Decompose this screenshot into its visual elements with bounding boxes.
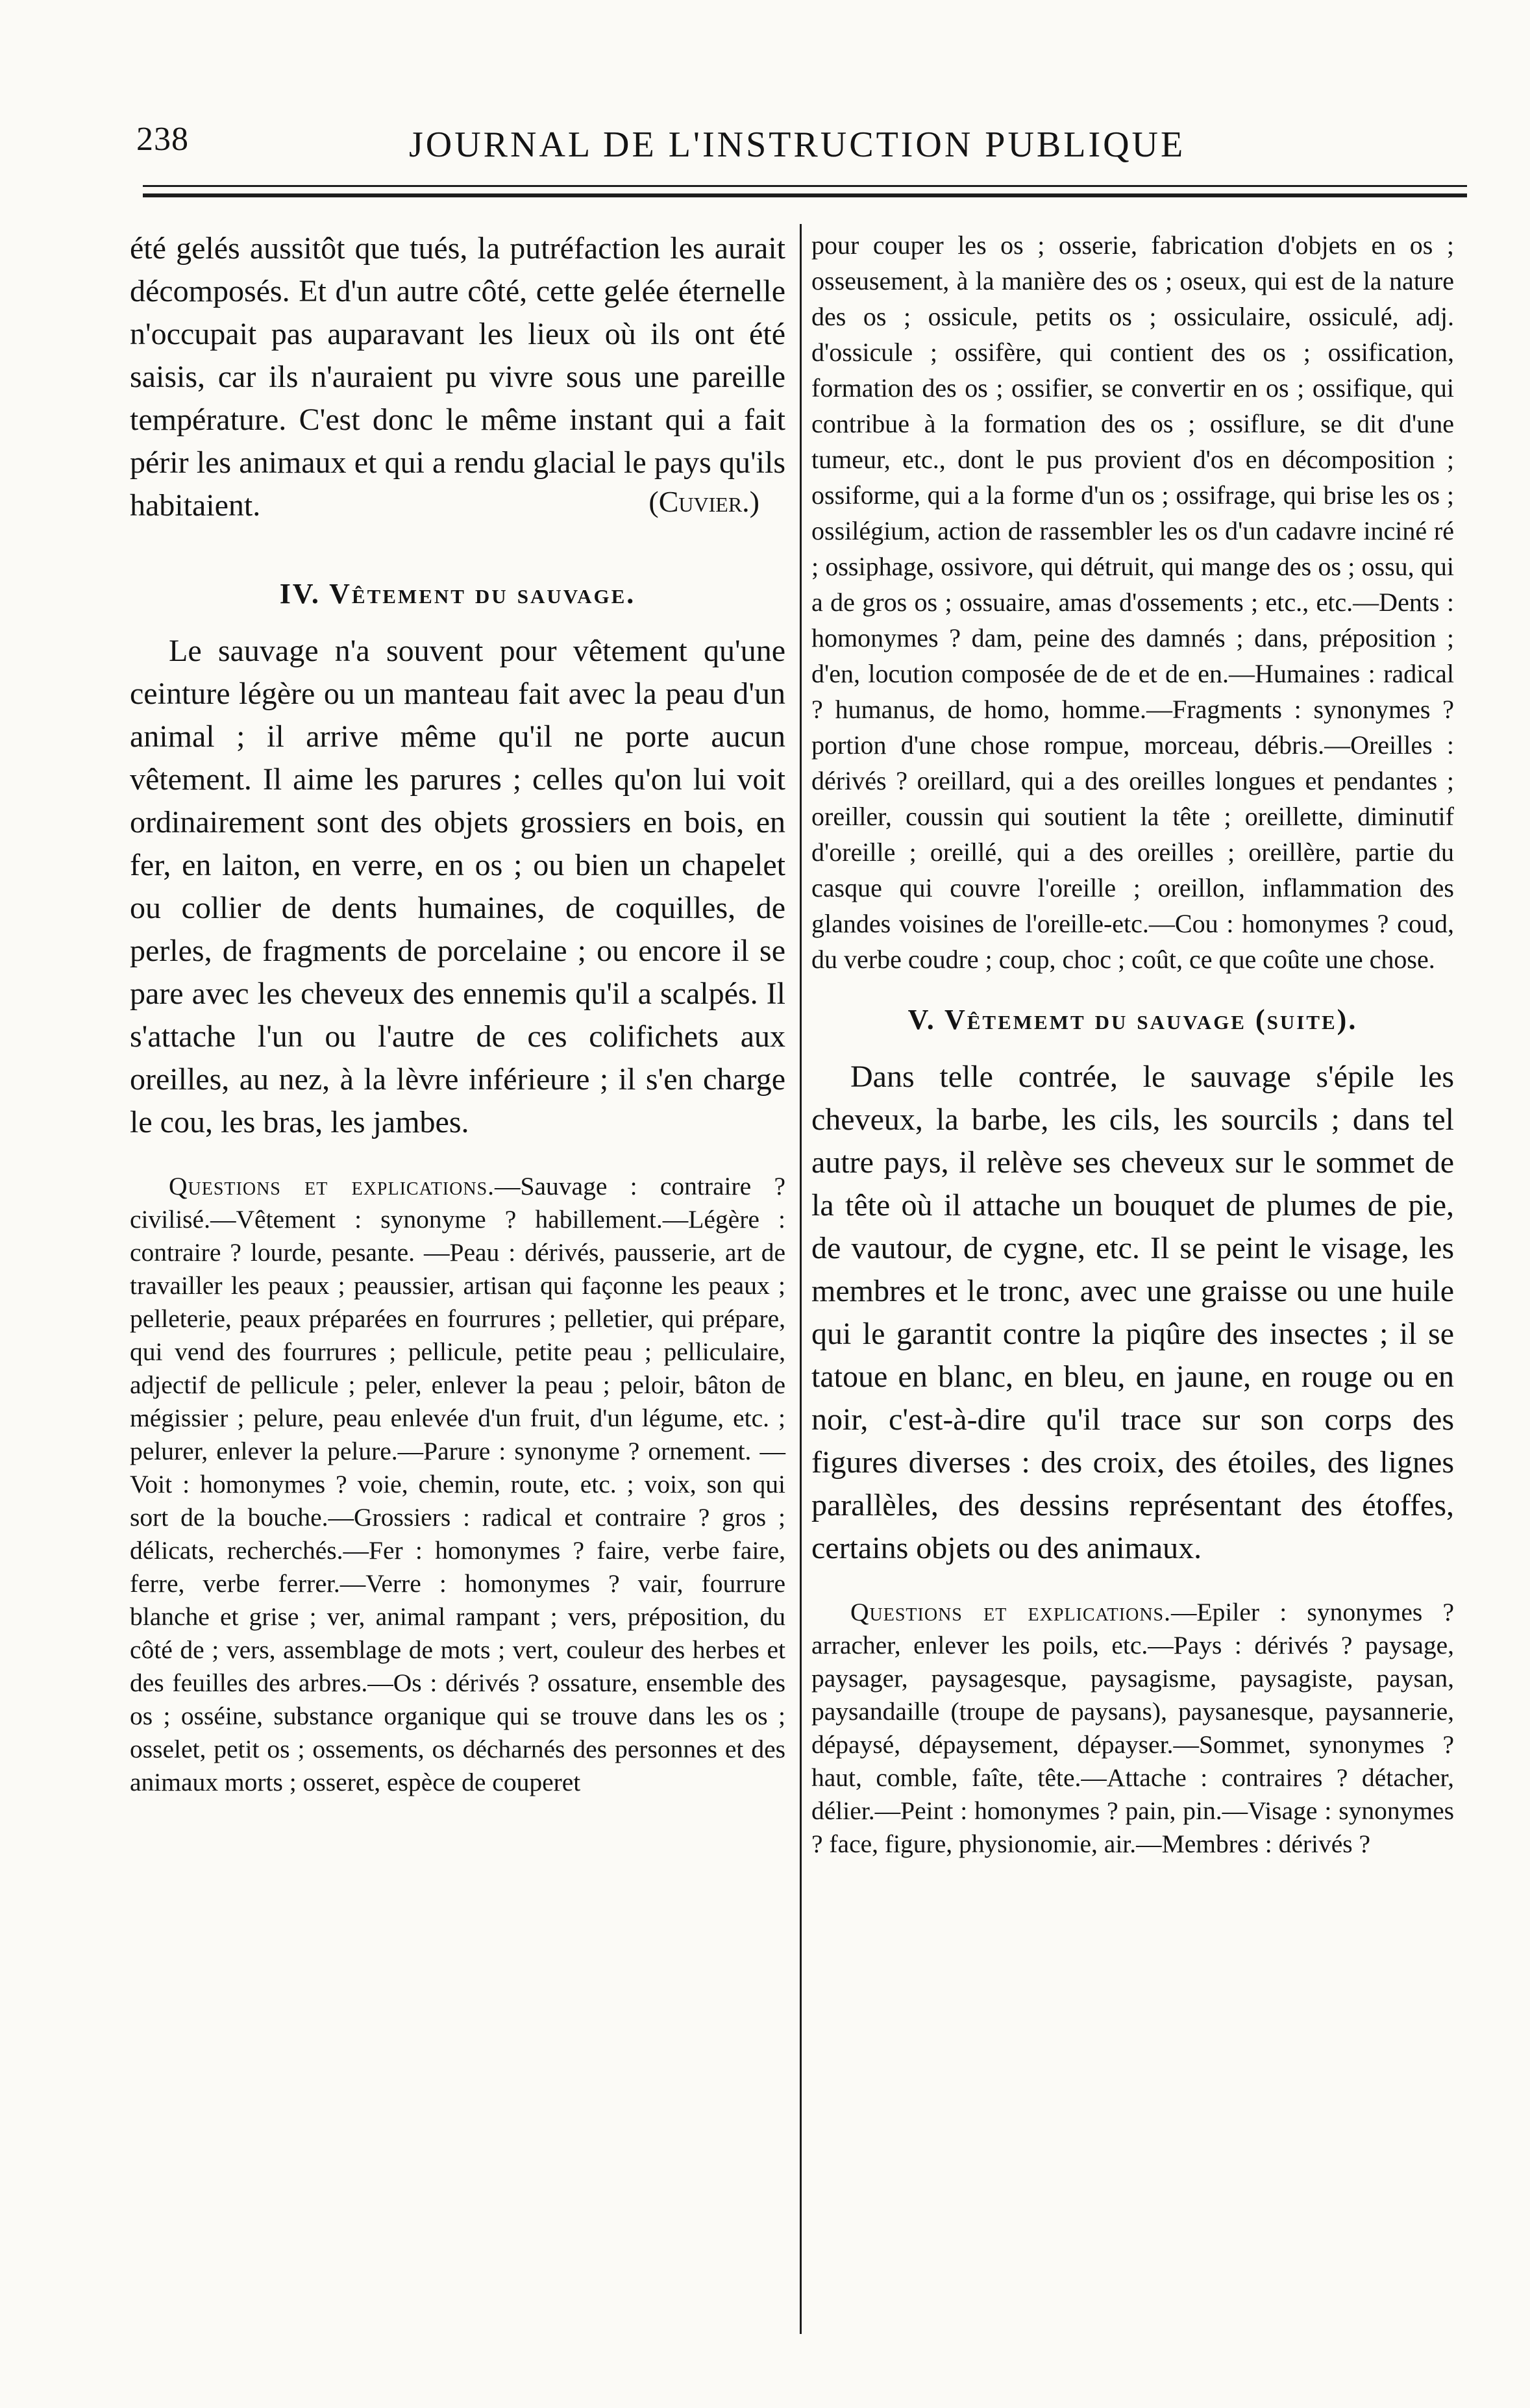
header-rule-thick [143,193,1467,197]
page-number: 238 [136,121,189,158]
left-column [130,227,785,1799]
header-rule-thin [143,185,1467,187]
cuvier-author: (Cuvier.) [648,485,759,518]
questions-explications-right [811,1596,1454,1861]
section-v-text: Dans telle contrée, le sauvage s'épile les cheveux, la barbe, les cils, les sourcils ; dans tel autre pays, il relève ses cheveux sur le sommet de la tête où il attache un bouquet de plumes de pie, de vautour, de cygne, etc. Il se peint le visage, les membres et le tronc, avec une graisse ou une huile qui le garantit contre la piqûre des insectes ; il se tatoue en blanc, en bleu, en jaune, en rouge ou en noir, c'est-à-dire qu'il trace sur son corps des figures diverses : des croix, des étoiles, des lignes parallèles, des dessins représentant des étoffes, certains objets ou des animaux. [811,1060,1454,1565]
qe-label-left: Questions et explications. [169,1172,495,1200]
page-header [136,120,1383,172]
questions-explications-left [130,1170,785,1799]
journal-title: JOURNAL DE L'INSTRUCTION PUBLIQUE [409,125,1186,165]
qe-label-right: Questions et explications. [850,1598,1171,1626]
cuvier-paragraph: été gelés aussitôt que tués, la putréfaction les aurait décomposés. Et d'un autre côté, cette gelée éternelle n'occupait pas auparavant les lieux où ils ont été saisis, car ils n'auraient pu vivre sous une pareille température. C'est donc le même instant qui a fait périr les animaux et qui a rendu glacial le pays qu'ils habitaient. [130,231,785,523]
qe-text-left: —Sauvage : contraire ? civilisé.—Vêtement : synonyme ? habillement.—Légère : contraire ? lourde, pesante. —Peau : dérivés, pausserie, art de travailler les peaux ; peaussier, artisan qui façonne les peaux ; pelleterie, peaux préparées en fourrures ; pelletier, qui prépare, qui vend des fourrures ; pellicule, petite peau ; pelliculaire, adjectif de pellicule ; peler, enlever la peau ; peloir, bâton de mégissier ; pelure, peau enlevée d'un fruit, d'un légume, etc. ; pelurer, enlever la pelure.—Parure : synonyme ? ornement. —Voit : homonymes ? voie, chemin, route, etc. ; voix, son qui sort de la bouche.—Grossiers : radical et contraire ? gros ; délicats, recherchés.—Fer : homonymes ? faire, verbe faire, ferre, verbe ferrer.—Verre : homonymes ? vair, fourrure blanche et grise ; ver, animal rampant ; vers, préposition, du côté de ; vers, assemblage de mots ; vert, couleur des herbes et des feuilles des arbres.—Os : dérivés ? ossature, ensemble des os ; osséine, substance organique qui se trouve dans les os ; osselet, petit os ; ossements, os décharnés des personnes et des animaux morts ; osseret, espèce de couperet [130,1172,785,1796]
section-v-heading: V. Vêtememt du sauvage (suite). [907,1004,1358,1036]
os-continuation: pour couper les os ; osserie, fabrication d'objets en os ; osseusement, à la manière des os ; oseux, qui est de la nature des os ; ossicule, petits os ; ossiculaire, ossiculé, adj. d'ossicule ; ossifère, qui contient des os ; ossification, formation des os ; ossifier, se convertir en os ; ossifique, qui contribue à la formation des os ; ossiflure, se dit d'une tumeur, etc., dont le pus provient d'os en décomposition ; ossiforme, qui a la forme d'un os ; ossifrage, qui brise les os ; ossilégium, action de rassembler les os d'un cadavre inciné ré ; ossiphage, ossivore, qui détruit, qui mange des os ; ossu, qui a de gros os ; ossuaire, amas d'ossements ; etc., etc.—Dents : homonymes ? dam, peine des damnés ; dans, préposition ; d'en, locution composée de de et de en.—Humaines : radical ? humanus, de homo, homme.—Fragments : synonymes ? portion d'une chose rompue, morceau, débris.—Oreilles : dérivés ? oreillard, qui a des oreilles longues et pendantes ; oreiller, coussin qui soutient la tête ; oreillette, diminutif d'oreille ; oreillé, qui a des oreilles ; oreillère, partie du casque qui couvre l'oreille ; oreillon, inflammation des glandes voisines de l'oreille-etc.—Cou : homonymes ? coud, du verbe coudre ; coup, choc ; coût, ce que coûte une chose. [811,230,1454,974]
right-column [811,227,1454,1861]
column-divider [800,224,802,2334]
section-iv-text: Le sauvage n'a souvent pour vêtement qu'une ceinture légère ou un manteau fait avec la peau d'un animal ; il arrive même qu'il ne porte aucun vêtement. Il aime les parures ; celles qu'on lui voit ordinairement sont des objets grossiers en bois, en fer, en laiton, en verre, en os ; ou bien un chapelet ou collier de dents humaines, de coquilles, de perles, de fragments de porcelaine ; ou encore il se pare avec les cheveux des ennemis qu'il a scalpés. Il s'attache l'un ou l'autre de ces colifichets aux oreilles, au nez, à la lèvre inférieure ; il s'en charge le cou, les bras, les jambes. [130,634,785,1139]
qe-text-right: —Epiler : synonymes ? arracher, enlever les poils, etc.—Pays : dérivés ? paysage, paysager, paysagesque, paysagisme, paysagiste, paysan, paysandaille (troupe de paysans), paysanesque, paysannerie, dépaysé, dépaysement, dépayser.—Sommet, synonymes ? haut, comble, faîte, tête.—Attache : contraires ? détacher, délier.—Peint : homonymes ? pain, pin.—Visage : synonymes ? face, figure, physionomie, air.—Membres : dérivés ? [811,1598,1454,1858]
section-iv-heading: IV. Vêtement du sauvage. [279,578,636,610]
